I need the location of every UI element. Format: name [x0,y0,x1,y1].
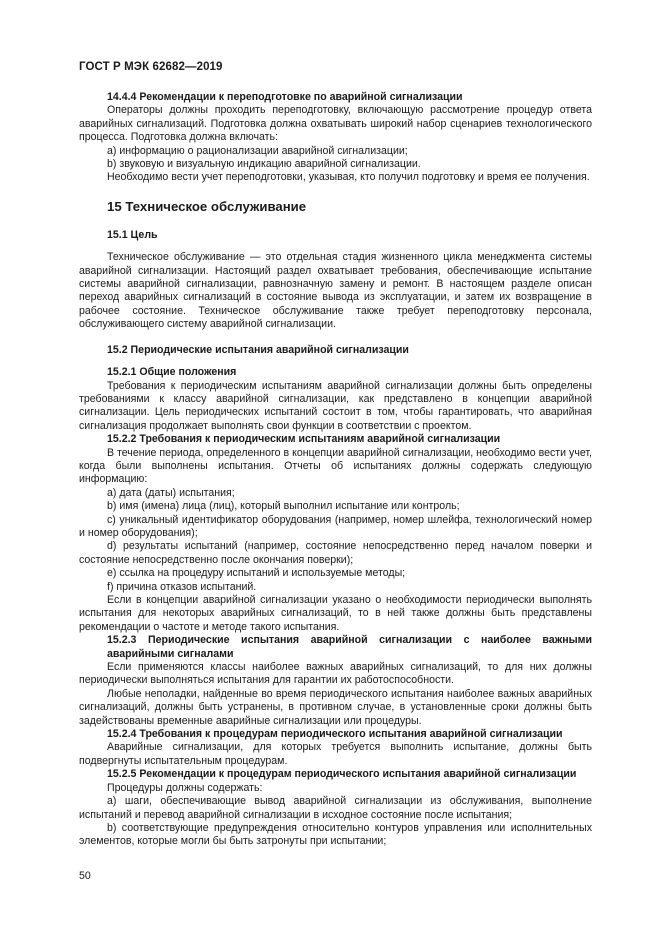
paragraph: В течение периода, определенного в концепции аварийной сигнализации, необходимо вести учет, когда были выполнены испытания. Отчеты об испытаниях должны содержать следующую информацию: [79,446,592,486]
list-item: e) ссылка на процедуру испытаний и используемые методы; [107,567,406,580]
list-item: a) дата (даты) испытания; [107,486,235,499]
section-title-15: 15 Техническое обслуживание [107,198,307,214]
list-item: b) соответствующие предупреждения относительно контуров управления или исполнительных элементов, которые могли бы быть затронуты при испытании; [79,821,592,848]
page-number: 50 [79,870,91,882]
heading-15-2-1: 15.2.1 Общие положения [107,366,237,379]
list-item: d) результаты испытаний (например, состояние непосредственно перед началом поверки и состояние непосредственно после окончания поверки); [79,540,592,566]
paragraph: Если применяются классы наиболее важных аварийных сигнализаций, то для них должны периодически выполняться испытания для гарантии их работоспособности. [79,661,592,687]
page-body [79,91,592,849]
list-item: a) информацию о рационализации аварийной сигнализации; [107,144,408,157]
heading-15-2-4: 15.2.4 Требования к процедурам периодического испытания аварийной сигнализации [107,728,563,741]
heading-15-1: 15.1 Цель [107,228,158,241]
paragraph: Необходимо вести учет переподготовки, указывая, кто получил подготовку и время ее получения. [107,171,590,184]
heading-15-2-5: 15.2.5 Рекомендации к процедурам периодического испытания аварийной сигнализации [107,768,577,781]
list-item: b) имя (имена) лица (лиц), который выполнил испытание или контроль; [107,500,460,513]
document-header: ГОСТ Р МЭК 62682—2019 [79,61,223,73]
paragraph: Если в концепции аварийной сигнализации указано о необходимости периодически выполнять испытания для некоторых аварийных сигнализаций, то в ней также должны быть представлены рекомендации о частоте и методе такого испытания. [79,594,592,633]
paragraph: Операторы должны проходить переподготовку, включающую рассмотрение процедур ответа аварийных сигнализаций. Подготовка должна охватывать широкий набор сценариев технологического процесса. Подготовка должна включать: [79,104,592,144]
paragraph: Аварийные сигнализации, для которых требуется выполнить испытание, должны быть подвергнуты испытательным процедурам. [79,741,592,767]
heading-15-2-2: 15.2.2 Требования к периодическим испытаниям аварийной сигнализации [107,433,501,446]
list-item: a) шаги, обеспечивающие вывод аварийной сигнализации из обслуживания, выполнение испытаний и перевод аварийной сигнализации в исходное состояние после испытания; [79,795,592,821]
heading-14-4-4: 14.4.4 Рекомендации к переподготовке по аварийной сигнализации [107,91,463,103]
heading-15-2: 15.2 Периодические испытания аварийной сигнализации [107,343,409,356]
paragraph: Техническое обслуживание — это отдельная стадия жизненного цикла менеджмента системы аварийной сигнализации. Настоящий раздел охватывает требования, обеспечивающие испытание системы аварийной сигнализации, равнозначную замену и ремонт. В настоящем разделе описан переход аварийных сигнализаций в состояние вывода из эксплуатации, и затем их возвращение в рабочее состояние. Техническое обслуживание также требует переподготовку персонала, обслуживающего систему аварийной сигнализации. [79,251,592,331]
list-item: f) причина отказов испытаний. [107,580,257,593]
paragraph: Любые неполадки, найденные во время периодического испытания наиболее важных аварийных сигнализаций, должны быть устранены, в противном случае, в установленные сроки должны быть задействованы временные аварийные сигнализации или процедуры. [79,687,592,727]
paragraph: Процедуры должны содержать: [107,781,263,794]
list-item: c) уникальный идентификатор оборудования (например, номер шлейфа, технологический номер и номер оборудования); [79,513,592,539]
paragraph: Требования к периодическим испытаниям аварийной сигнализации должны быть определены требованиями к классу аварийной сигнализации, как представлено в концепции аварийной сигнализации. Цель периодических испытаний состоит в том, чтобы гарантировать, что аварийная сигнализация продолжает выполнять свои функции в соответствии с проектом. [79,379,592,432]
heading-15-2-3: 15.2.3 Периодические испытания аварийной сигнализации с наиболее важными аварийными сигналами [107,634,592,660]
list-item: b) звуковую и визуальную индикацию аварийной сигнализации. [107,158,421,171]
